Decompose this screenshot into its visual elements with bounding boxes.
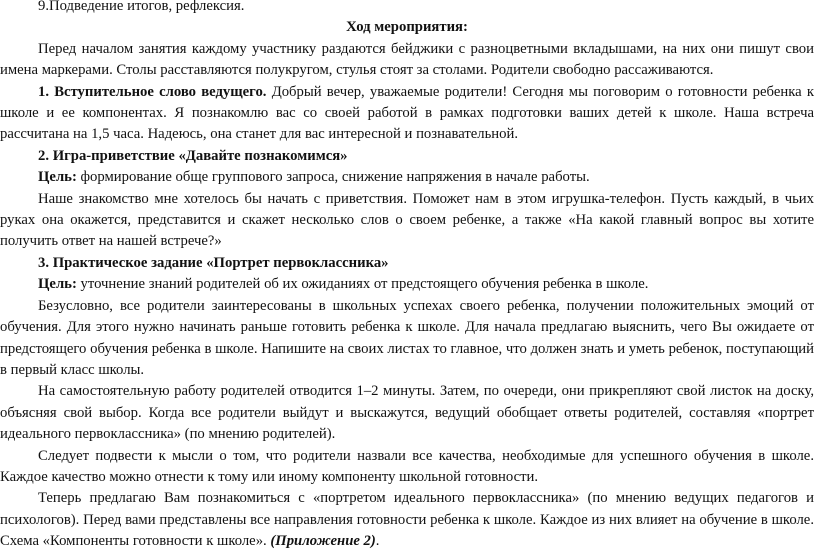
section-3-paragraph-4 <box>0 488 814 552</box>
section-2-title: 2. Игра-приветствие «Давайте познакомимся» <box>38 147 348 164</box>
section-1-title: . Вступительное слово ведущего. <box>45 83 267 100</box>
section-3-paragraph-1: Безусловно, все родители заинтересованы в школьных успехах своего ребенка, получении положительных эмоций от обучения. Для этого нужно начинать раньше готовить ребенка к школе. Для начала предлагаю выяснить, чего Вы ожидаете от предстоящего обучения ребенка в школе. Напишите на своих листах то главное, что должен знать и уметь ребенок, поступающий в первый класс школы. <box>0 297 814 378</box>
section-3-heading <box>0 253 814 274</box>
event-title-text: Ход мероприятия: <box>346 19 468 36</box>
section-2-goal-label: Цель: <box>38 169 77 186</box>
section-3-paragraph-2: На самостоятельную работу родителей отводится 1–2 минуты. Затем, по очереди, они прикрепляют свой листок на доску, объясняя свой выбор. Когда все родители выйдут и выскажутся, ведущий обобщает ответы родителей, составляя «портрет идеального первоклассника» (по мнению родителей). <box>0 383 814 443</box>
section-3-paragraph-4-text: Теперь предлагаю Вам познакомиться с «портретом идеального первоклассника» (по мнению ведущих педагогов и психологов). Перед вами представлены все направления готовности ребенка к школе. Каждое из них влияет на обучение в школе. Схема «Компоненты готовности к школе». <box>0 490 814 550</box>
section-1-paragraph <box>0 82 814 146</box>
section-2-goal <box>0 167 814 188</box>
section-1-text: Добрый вечер, уважаемые родители! Сегодня мы поговорим о готовности ребенка к школе и ее компонентах. Я познакомлю вас со своей работой в рамках подготовки ваших детей к школе. Наша встреча рассчитана на 1,5 часа. Надеюсь, она станет для вас интересной и познавательной. <box>0 83 814 143</box>
section-3-goal-label: Цель: <box>38 276 77 293</box>
paragraph-end-period: . <box>375 533 380 550</box>
section-3-goal-text: уточнение знаний родителей об их ожиданиях от предстоящего обучения ребенка в школе. <box>76 276 649 293</box>
section-2-heading <box>0 146 814 167</box>
section-3-paragraph-3: Следует подвести к мысли о том, что родители назвали все качества, необходимые для успешного обучения в школе. Каждое качество можно отнести к тому или иному компоненту школьной готовности. <box>0 447 814 485</box>
appendix-reference: (Приложение 2) <box>266 533 376 550</box>
event-title <box>0 17 814 38</box>
intro-paragraph: Перед началом занятия каждому участнику раздаются бейджики с разноцветными вкладышами, на них они пишут свои имена маркерами. Столы расставляются полукругом, стулья стоят за столами. Родители свободно рассаживаются. <box>0 40 814 79</box>
section-3-title: 3. Практическое задание «Портрет первоклассника» <box>38 254 389 271</box>
section-heading-summary: 9.Подведение итогов, рефлексия. <box>38 0 245 14</box>
section-2-goal-text: формирование обще группового запроса, снижение напряжения в начале работы. <box>76 169 590 186</box>
section-1-number: 1 <box>38 83 46 100</box>
section-2-paragraph: Наше знакомство мне хотелось бы начать с приветствия. Поможет нам в этом игрушка-телефон. Пусть каждый, в чьих руках она окажется, представится и скажет несколько слов о своем ребенке, а также «На какой главный вопрос вы хотите получить ответ на нашей встрече?» <box>0 190 814 250</box>
section-3-goal <box>0 274 814 295</box>
